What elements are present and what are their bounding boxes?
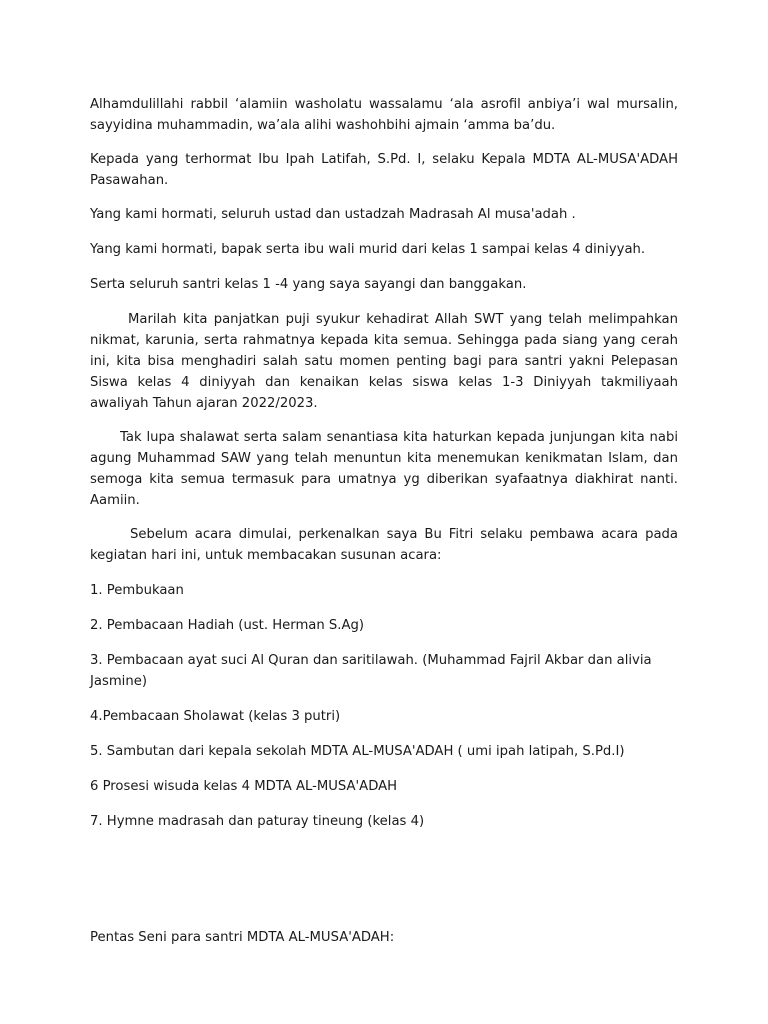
- greeting-parents-paragraph: Yang kami hormati, bapak serta ibu wali murid dari kelas 1 sampai kelas 4 diniyyah.: [90, 242, 646, 257]
- agenda-item: 5. Sambutan dari kepala sekolah MDTA AL-MUSA'ADAH ( umi ipah latipah, S.Pd.I): [90, 744, 625, 759]
- agenda-item: 1. Pembukaan: [90, 583, 184, 598]
- opening-paragraph: Alhamdulillahi rabbil ‘alamiin washolatu wassalamu ‘ala asrofil anbiya’i wal mursalin, sayyidina muhammadin, wa’ala alihi washohbihi ajmain ‘amma ba’du.: [90, 97, 678, 133]
- agenda-item: 6 Prosesi wisuda kelas 4 MDTA AL-MUSA'ADAH: [90, 779, 398, 794]
- agenda-item: 7. Hymne madrasah dan paturay tineung (kelas 4): [90, 814, 425, 829]
- agenda-item: 3. Pembacaan ayat suci Al Quran dan saritilawah. (Muhammad Fajril Akbar dan alivia Jasmine): [90, 653, 652, 689]
- section-heading: Pentas Seni para santri MDTA AL-MUSA'ADAH:: [90, 930, 395, 945]
- introduction-paragraph: Sebelum acara dimulai, perkenalkan saya Bu Fitri selaku pembawa acara pada kegiatan hari ini, untuk membacakan susunan acara:: [90, 527, 678, 563]
- shalawat-paragraph: Tak lupa shalawat serta salam senantiasa kita haturkan kepada junjungan kita nabi agung Muhammad SAW yang telah menuntun kita menemukan kenikmatan Islam, dan semoga kita semua termasuk para umatnya yg diberikan syafaatnya diakhirat nanti. Aamiin.: [90, 430, 678, 508]
- agenda-item: 4.Pembacaan Sholawat (kelas 3 putri): [90, 709, 341, 724]
- agenda-item: 2. Pembacaan Hadiah (ust. Herman S.Ag): [90, 618, 365, 633]
- greeting-students-paragraph: Serta seluruh santri kelas 1 -4 yang saya sayangi dan banggakan.: [90, 277, 527, 292]
- greeting-teachers-paragraph: Yang kami hormati, seluruh ustad dan ustadzah Madrasah Al musa'adah .: [90, 207, 576, 222]
- greeting-headmaster-paragraph: Kepada yang terhormat Ibu Ipah Latifah, S.Pd. I, selaku Kepala MDTA AL-MUSA'ADAH Pasawahan.: [90, 152, 678, 188]
- gratitude-paragraph: Marilah kita panjatkan puji syukur kehadirat Allah SWT yang telah melimpahkan nikmat, karunia, serta rahmatnya kepada kita semua. Sehingga pada siang yang cerah ini, kita bisa menghadiri salah satu momen penting bagi para santri yakni Pelepasan Siswa kelas 4 diniyyah dan kenaikan kelas siswa kelas 1-3 Diniyyah takmiliyaah awaliyah Tahun ajaran 2022/2023.: [90, 312, 678, 411]
